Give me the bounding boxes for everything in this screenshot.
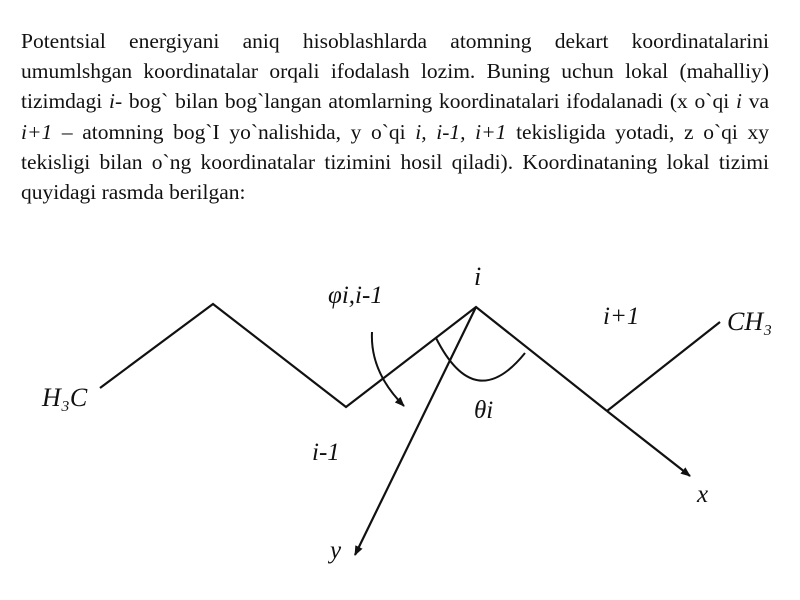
body-paragraph [21,26,769,207]
label-y: y [330,537,342,564]
text-run-italic: i [108,89,115,114]
molecule-coordinate-diagram [0,255,800,600]
text-run: - bog` bilan bog`langan atomlarning koordinatalari ifodalanadi (x o`qi [114,89,736,114]
ch3-bond [607,322,720,411]
text-run-italic: i+1 [21,119,53,144]
theta-angle-arc [436,338,525,381]
label-phi: φi,i-1 [328,282,383,309]
text-run: va [741,89,770,114]
label-i-plus-1: i+1 [603,303,640,330]
label-x: x [697,481,709,508]
label-i: i [474,262,482,291]
backbone-chain [100,304,607,411]
x-axis-arrow [607,411,690,476]
label-i-minus-1: i-1 [312,439,340,466]
text-run: tekisligida yotadi, z o`qi xy tekisligi bilan o`ng koordinatalar tizimini hosil qiladi). Koordinataning lokal tizimi quyidagi rasmda berilgan: [21,119,769,205]
text-run: Potentsial energiyani aniq hisoblashlarda atomning dekart koordinatalarini umumlshgan koordinatalar orqali ifodalash lozim. Buning uchun lokal (mahalliy) tizimdagi [21,29,769,114]
label-theta: θi [474,397,494,424]
text-run-italic: i [735,89,742,114]
label-h3c: H₃C [42,383,88,412]
label-ch3: CH₃ [727,307,773,336]
text-run: – atomning bog`I yo`nalishida, y o`qi [52,119,416,144]
phi-curved-arrow [372,332,404,406]
text-run-italic: i, i-1, i+1 [415,119,507,144]
